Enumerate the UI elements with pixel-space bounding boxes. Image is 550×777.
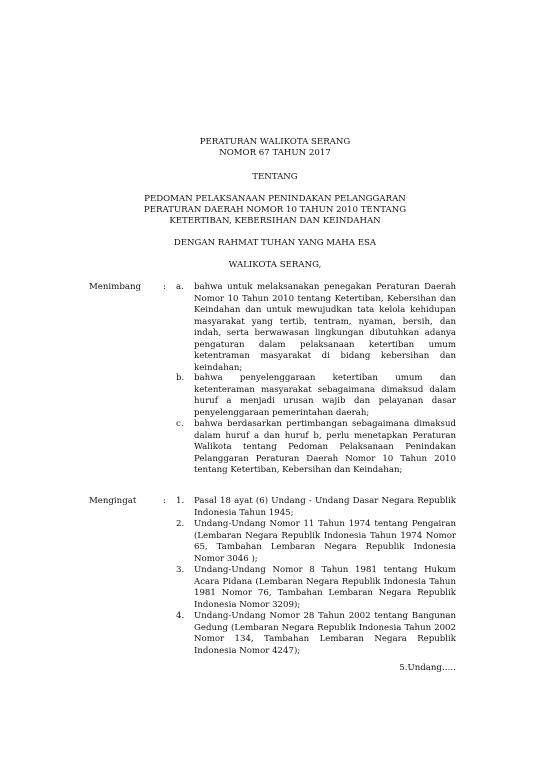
tentang-heading: TENTANG [252, 172, 298, 182]
menimbang-item-c-mark: c. [176, 419, 184, 429]
subject-line-1: PEDOMAN PELAKSANAAN PENINDAKAN PELANGGARAN [144, 194, 406, 204]
menimbang-label: Menimbang [89, 282, 141, 292]
mengingat-item-4-mark: 4. [176, 611, 185, 621]
mengingat-item-4-text: Undang-Undang Nomor 28 Tahun 2002 tentang Bangunan Gedung (Lembaran Negara Republik Indonesia Tahun 2002 Nomor 134, Tambahan Lembaran Negara Republik Indonesia Nomor 4247); [194, 611, 456, 656]
menimbang-item-b-text: bahwa penyelenggaraan ketertiban umum dan ketenteraman masyarakat sebagaimana dimaksud dalam huruf a menjadi urusan wajib dan pelayanan dasar penyelenggaraan pemerintahan daerah; [194, 373, 456, 418]
walikota-line: WALIKOTA SERANG, [228, 260, 322, 270]
page-continuation: 5.Undang….. [399, 663, 456, 673]
subject-line-2: PERATURAN DAERAH NOMOR 10 TAHUN 2010 TENTANG [143, 205, 407, 215]
mengingat-item-3-mark: 3. [176, 565, 185, 575]
mengingat-item-2-text: Undang-Undang Nomor 11 Tahun 1974 tentang Pengairan (Lembaran Negara Republik Indonesia Tahun 1974 Nomor 65, Tambahan Lembaran Negara Republik Indonesia Nomor 3046 ); [194, 519, 456, 564]
menimbang-item-c-text: bahwa berdasarkan pertimbangan sebagaimana dimaksud dalam huruf a dan huruf b, perlu menetapkan Peraturan Walikota tentang Pedoman Pelaksanaan Penindakan Pelanggaran Peraturan Daerah Nomor 10 Tahun 2010 tentang Ketertiban, Kebersihan dan Keindahan; [194, 419, 456, 475]
mengingat-item-1-mark: 1. [176, 496, 185, 506]
subject-line-3: KETERTIBAN, KEBERSIHAN DAN KEINDAHAN [169, 216, 381, 226]
mengingat-label: Mengingat [89, 496, 137, 506]
regulation-title: PERATURAN WALIKOTA SERANG [199, 137, 351, 147]
mengingat-item-2-mark: 2. [176, 519, 185, 529]
mengingat-item-1-text: Pasal 18 ayat (6) Undang - Undang Dasar Negara Republik Indonesia Tahun 1945; [194, 496, 456, 518]
menimbang-item-a-text: bahwa untuk melaksanakan penegakan Peraturan Daerah Nomor 10 Tahun 2010 tentang Ketertiban, Kebersihan dan Keindahan dan untuk mewujudkan tata kelola kehidupan masyarakat yang tertib, tentram, nyaman, bersih, dan indah, serta berwawasan lingkungan dibutuhkan adanya pengaturan dalam pelaksanaan ketertiban umum ketentraman masyarakat di bidang kebersihan dan keindahan; [194, 282, 456, 373]
menimbang-item-b-mark: b. [176, 373, 185, 383]
regulation-number: NOMOR 67 TAHUN 2017 [219, 148, 331, 158]
menimbang-item-a-mark: a. [176, 282, 184, 292]
menimbang-colon: : [163, 282, 166, 292]
mengingat-colon: : [163, 496, 166, 506]
mengingat-item-3-text: Undang-Undang Nomor 8 Tahun 1981 tentang Hukum Acara Pidana (Lembaran Negara Republik Indonesia Tahun 1981 Nomor 76, Tambahan Lembaran Negara Republik Indonesia Nomor 3209); [194, 565, 456, 610]
rahmat-line: DENGAN RAHMAT TUHAN YANG MAHA ESA [173, 238, 377, 248]
